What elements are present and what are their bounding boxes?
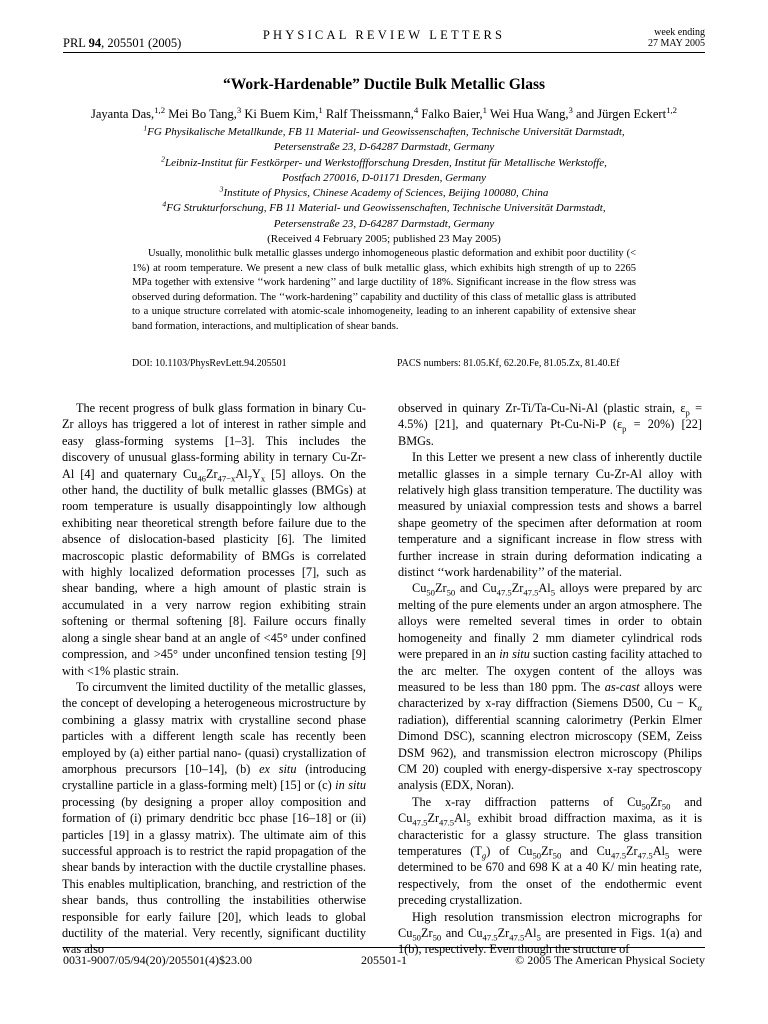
- journal-name: PHYSICAL REVIEW LETTERS: [262, 28, 506, 42]
- footer-code: 0031-9007/05/94(20)/205501(4)$23.00: [63, 953, 252, 967]
- body-paragraph: The x-ray diffraction patterns of $Cu_{50}Zr_{50}$ and $Cu_{47.5}Zr_{47.5}Al_5$ exhibit broad diffraction maxima, as it is characteristic for a glassy structure. The glass transition temperatures $(T_g)$ of $Cu_{50}Zr_{50}$ and $Cu_{47.5}Zr_{47.5}Al_5$ were determined to be 670 and 698 K at a 40 K/ min heating rate, respectively, from the onset of the endothermic event preceding crystallization.: [398, 794, 702, 908]
- author: Ki Buem Kim,: [241, 107, 319, 121]
- body-paragraph: $Cu_{50}Zr_{50}$ and $Cu_{47.5}Zr_{47.5}Al_5$ alloys were prepared by arc melting of the pure elements under an argon atmosphere. The alloys were remelted several times in order to obtain homogeneity and finally 2 mm diameter cylindrical rods were prepared in an in situ suction casting facility attached to the arc melter. The oxygen content of the alloys was measured to be less than 180 ppm. The as-cast alloys were characterized by x-ray diffraction (Siemens D500, $Cu - K_\alpha$ radiation), differential scanning calorimetry (Perkin Elmer Dimond DSC), scanning electron microscopy (SEM, Zeiss DSM 962), and transmission electron microscopy (Philips CM 20) coupled with energy-dispersive x-ray spectroscopy analysis (EDX, Noran).: [398, 581, 703, 793]
- body-paragraph: In this Letter we present a new class of inherently ductile metallic glasses in a simple ternary Cu-Zr-Al alloy with relatively high glass transition temperature. The ductility was measured by uniaxial compression tests and shows a barrel shape geometry of the specimen after deformation at room temperature and a significant increase in flow stress with further increase in strain during deformation indicating a distinct ‘‘work hardenability’’ of the material.: [398, 450, 702, 580]
- author-list: Jayanta Das,$^{1,2}$ Mei Bo Tang,$^3$ Ki Buem Kim,$^1$ Ralf Theissmann,$^4$ Falko Baier,$^1$ Wei Hua Wang,$^3$ and Jürgen Eckert$^{1,2}$: [90, 104, 677, 121]
- right-column: [398, 400, 702, 958]
- affiliation-1: $^1$FG Physikalische Metallkunde, FB 11 Material- und Geowissenschaften, Technische Universität Darmstadt,: [143, 123, 625, 138]
- author: Mei Bo Tang,: [165, 107, 237, 121]
- received-dates: (Received 4 February 2005; published 23 May 2005): [267, 233, 501, 246]
- affiliation-2: $^2$Leibniz-Institut für Festkörper- und Werkstoffforschung Dresden, Institut für Metallische Werkstoffe,: [161, 153, 607, 169]
- copyright: © 2005 The American Physical Society: [515, 953, 705, 967]
- author: Falko Baier,: [418, 107, 483, 121]
- body-paragraph: To circumvent the limited ductility of the metallic glasses, the concept of developing a heterogeneous microstructure by combining a glassy matrix with crystalline second phase particles with a different length scale has recently been employed by (a) either partial nano- (quasi) crystallization of amorphous precursors [10–14], (b) ex situ (introducing crystalline particle in a glass-forming melt) [15] or (c) in situ processing (by designing a proper alloy composition and formation of (i) primary dendritic bcc phase [16–18] or (ii) particles [19] in a glassy matrix). The ultimate aim of this successful approach is to restrict the rapid propagation of the shear bands by interaction with the ductile crystalline phases. This enables multiplication, branching, and restriction of the shear bands, thus controlling the instabilities otherwise responsible for early failure [20], which leads to global ductility of the material. Very recently, significant ductility was also: [62, 679, 366, 957]
- affiliation-4: $^4$FG Strukturforschung, FB 11 Material- und Geowissenschaften, Technische Universität Darmstadt,: [162, 199, 606, 215]
- left-column: [62, 400, 366, 958]
- author: and Jürgen Eckert: [572, 107, 667, 121]
- affiliations: $^1$FG Physikalische Metallkunde, FB 11 Material- und Geowissenschaften, Technische Universität Darmstadt, Petersenstraße 23, D-64287 Darmstadt, Germany $^2$Leibniz-Institut für Festkörper- und Werkstoffforschung Dresden, Institut für Metallische Werkstoffe, Postfach 270016, D-01171 Dresden, Germany $^3$Institute of Physics, Chinese Academy of Sciences, Beijing 100080, China $^4$FG Strukturforschung, FB 11 Material- und Geowissenschaften, Technische Universität Darmstadt, Petersenstraße 23, D-64287 Darmstadt, Germany (Received 4 February 2005; published 23 May 2005): [40, 125, 728, 247]
- pacs-numbers: PACS numbers: 81.05.Kf, 62.20.Fe, 81.05.Zx, 81.40.Ef: [397, 358, 620, 369]
- paper-title: “Work-Hardenable” Ductile Bulk Metallic Glass: [222, 76, 546, 93]
- abstract: Usually, monolithic bulk metallic glasses undergo inhomogeneous plastic deformation and exhibit poor ductility (< 1%) at room temperature. We present a new class of bulk metallic glass, which exhibits high strength of up to 2265 MPa together with extensive ‘‘work hardening’’ and large ductility of 18%. Significant increase in the flow stress was observed during deformation. The ‘‘work-hardening’’ capability and ductility of this class of metallic glass is attributed to a unique structure correlated with atomic-scale inhomogeneity, leading to an inherent capability of extensive shear band formation, interactions, and multiplication of shear bands.: [132, 248, 636, 332]
- body-paragraph: The recent progress of bulk glass formation in binary Cu-Zr alloys has triggered a lot of interest in rather simple and easy glass-forming systems [1–3]. This includes the discovery of unusual glass-forming ability in ternary Cu-Zr-Al [4] and quaternary $Cu_{46}Zr_{47-x}Al_7Y_x$ [5] alloys. On the other hand, the ductility of bulk metallic glasses (BMGs) at room temperature is usually disappointingly low although exhibiting near theoretical strength before failure due to the absence of dislocation-based plasticity [6]. The limited macroscopic plastic deformability of BMGs is correlated with highly localized deformation processes [7], such as shear banding, where a high amount of plastic strain is accumulated in a very narrow region exhibiting strain softening or thermal softening [8]. Failure occurs finally along a single shear band at an angle of <45° under confined compression, and >45° under unconfined tension testing [9] with <1% plastic strain.: [62, 401, 366, 678]
- body-paragraph: observed in quinary Zr-Ti/Ta-Cu-Ni-Al (plastic strain, $\varepsilon_p = 4.5\%$) [21], and quaternary Pt-Cu-Ni-P $(\varepsilon_p = 20\%)$ [22] BMGs.: [398, 401, 703, 448]
- footer-rule: [63, 947, 705, 948]
- affiliation-3: $^3$Institute of Physics, Chinese Academy of Sciences, Beijing 100080, China: [219, 184, 549, 200]
- author: Ralf Theissmann,: [322, 107, 414, 121]
- header-rule: [63, 52, 705, 53]
- body-paragraph: High resolution transmission electron micrographs for $Cu_{50}Zr_{50}$ and $Cu_{47.5}Zr_{47.5}Al_5$ are presented in Figs. 1(a) and 1(b), respectively. Even though the structure of: [398, 909, 702, 957]
- week-ending: week ending 27 MAY 2005: [647, 27, 705, 49]
- author: Jayanta Das,: [90, 107, 155, 121]
- doi[interactable]: DOI: 10.1103/PhysRevLett.94.205501: [132, 358, 287, 369]
- journal-reference: PRL 94, 205501 (2005): [63, 36, 182, 50]
- author: Wei Hua Wang,: [487, 107, 569, 121]
- volume-number: 94: [88, 36, 102, 50]
- page-number: 205501-1: [361, 953, 407, 967]
